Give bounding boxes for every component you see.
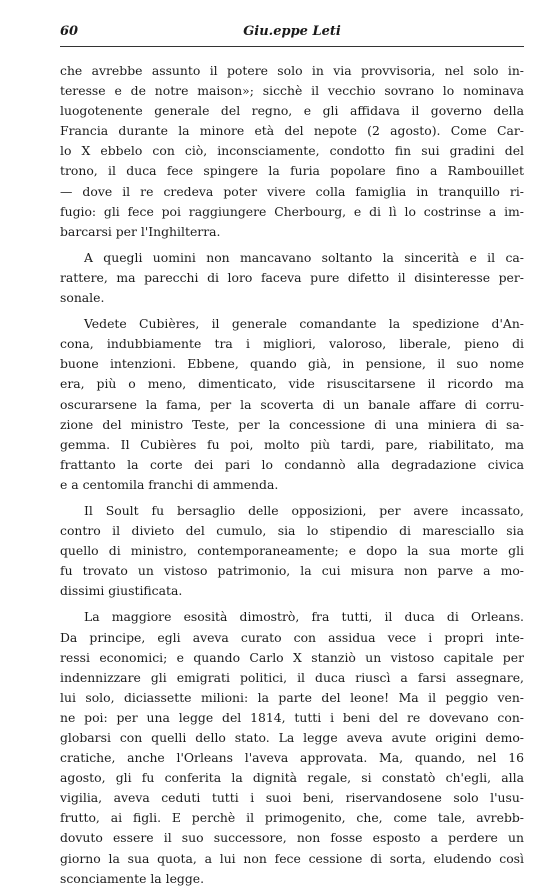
- text-line: Il Soult fu bersaglio delle opposizioni, per avere incassato,: [84, 502, 524, 518]
- text-line: sonale.: [60, 290, 105, 306]
- text-line: teresse e de notre maison»; sicchè il vecchio sovrano lo nominava: [60, 83, 524, 99]
- text-line: era, più o meno, dimenticato, vide risuscitarsene il ricordo ma: [60, 376, 524, 392]
- text-line: — dove il re credeva poter vivere colla famiglia in tranquillo ri-: [60, 183, 524, 199]
- text-line: cratiche, anche l'Orleans l'aveva approvata. Ma, quando, nel 16: [60, 750, 524, 766]
- text-line: contro il divieto del cumulo, sia lo stipendio di maresciallo sia: [60, 523, 524, 539]
- text-line: oscurarsene la fama, per la scoverta di un banale affare di corru-: [60, 396, 524, 412]
- text-line: agosto, gli fu conferita la dignità regale, si constatò ch'egli, alla: [60, 770, 524, 786]
- text-line: globarsi con quelli dello stato. La legge aveva avute origini demo-: [60, 730, 524, 745]
- paragraph: [60, 61, 524, 242]
- text-line: gemma. Il Cubières fu poi, molto più tardi, pare, riabilitato, ma: [60, 436, 524, 452]
- text-line: che avrebbe assunto il potere solo in via provvisoria, nel solo in-: [60, 63, 524, 78]
- text-line: Da principe, egli aveva curato con assidua vece i propri inte-: [60, 629, 524, 645]
- text-line: La maggiore esosità dimostrò, fra tutti, il duca di Orleans.: [84, 609, 524, 625]
- text-line: dissimi giustificata.: [60, 583, 183, 599]
- text-line: ne poi: per una legge del 1814, tutti i beni del re dovevano con-: [60, 709, 524, 725]
- text-line: giorno la sua quota, a lui non fece cessione di sorta, eludendo così: [60, 850, 524, 866]
- paragraph: [60, 607, 524, 888]
- text-line: barcarsi per l'Inghilterra.: [60, 223, 221, 239]
- page-header: [60, 24, 524, 47]
- text-line: cona, indubbiamente tra i migliori, valoroso, liberale, pieno di: [60, 336, 524, 352]
- text-line: frutto, ai figli. E perchè il primogenito, che, come tale, avrebb-: [60, 810, 524, 826]
- text-line: rattere, ma parecchi di loro faceva pure difetto il disinteresse per-: [60, 269, 524, 285]
- text-line: fugio: gli fece poi raggiungere Cherbourg, e di lì lo costrinse a im-: [60, 203, 524, 219]
- text-line: A quegli uomini non mancavano soltanto la sincerità e il ca-: [84, 249, 524, 265]
- text-line: e a centomila franchi di ammenda.: [60, 476, 279, 492]
- body-text: [60, 61, 524, 889]
- text-line: sconciamente la legge.: [60, 870, 205, 886]
- text-line: Francia durante la minore età del nepote (2 agosto). Come Car-: [60, 123, 524, 139]
- text-line: zione del ministro Teste, per la concessione di una miniera di sa-: [60, 416, 524, 432]
- text-line: luogotenente generale del regno, e gli affidava il governo della: [60, 103, 524, 119]
- paragraph: [60, 314, 524, 495]
- text-line: ressi economici; e quando Carlo X stanziò un vistoso capitale per: [60, 649, 524, 665]
- text-line: vigilia, aveva ceduti tutti i suoi beni, riservandosene solo l'usu-: [60, 790, 524, 806]
- running-title: Giu.eppe Leti: [243, 24, 341, 39]
- paragraph: [60, 501, 524, 601]
- text-line: buone intenzioni. Ebbene, quando già, in pensione, il suo nome: [60, 356, 524, 372]
- text-line: frattanto la corte dei pari lo condannò alla degradazione civica: [60, 456, 524, 472]
- text-line: quello di ministro, contemporaneamente; e dopo la sua morte gli: [60, 543, 524, 559]
- text-line: lui solo, diciassette milioni: la parte del leone! Ma il peggio ven-: [60, 689, 524, 705]
- text-line: fu trovato un vistoso patrimonio, la cui misura non parve a mo-: [60, 563, 524, 579]
- page-number: 60: [60, 24, 79, 39]
- text-line: indennizzare gli emigrati politici, il duca riuscì a farsi assegnare,: [60, 669, 524, 685]
- paragraph: [60, 248, 524, 308]
- text-line: trono, il duca fece spingere la furia popolare fino a Rambouillet: [60, 163, 524, 179]
- text-line: lo X ebbelo con ciò, inconsciamente, condotto fin sui gradini del: [60, 143, 524, 159]
- text-line: Vedete Cubières, il generale comandante la spedizione d'An-: [84, 316, 524, 332]
- text-line: dovuto essere il suo successore, non fosse esposto a perdere un: [60, 830, 524, 846]
